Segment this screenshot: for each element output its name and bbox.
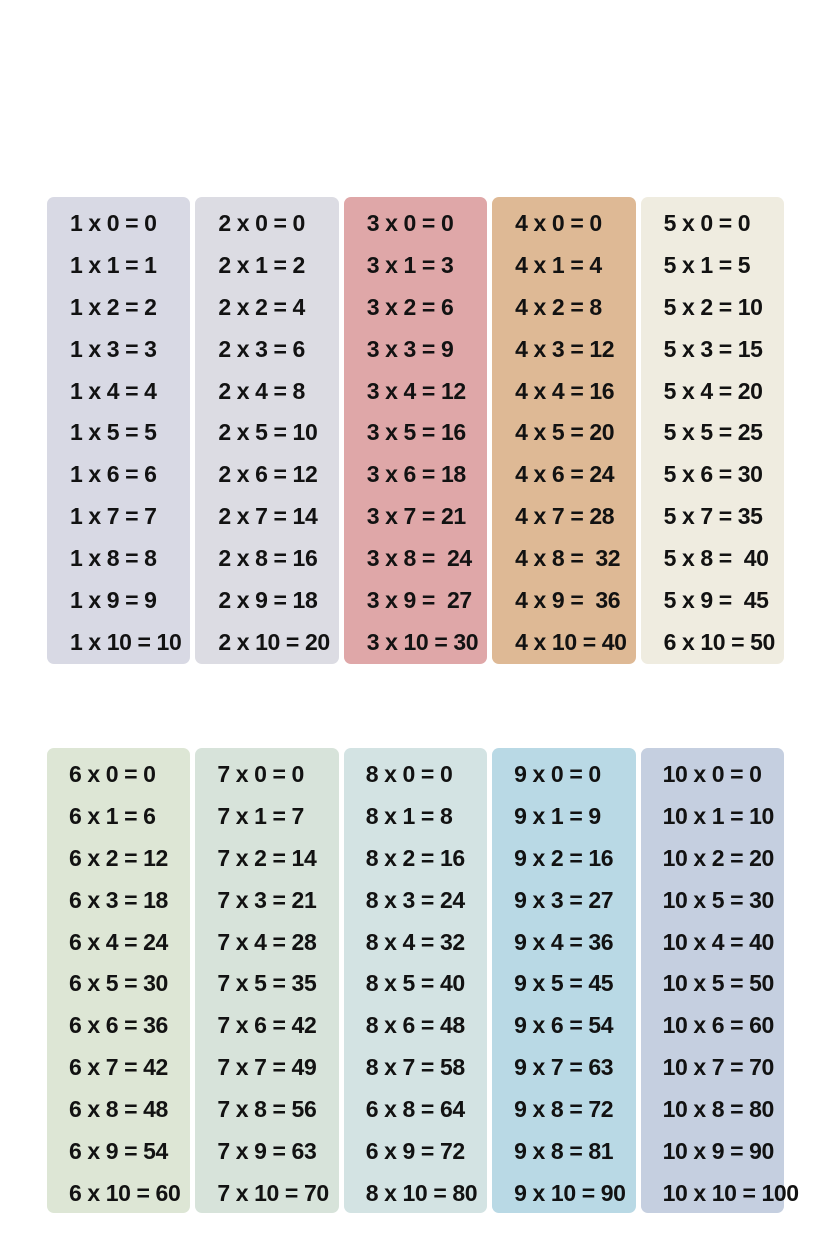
equation-line: 4 x 1 = 4	[515, 251, 602, 278]
equation-line: 8 x 5 = 40	[365, 970, 465, 997]
equation-line: 6 x 8 = 48	[69, 1096, 168, 1123]
equation-line: 2 x 5 = 10	[218, 419, 318, 446]
equation-line: 5 x 2 = 10	[663, 293, 763, 320]
equation-line: 1 x 9 = 9	[70, 587, 157, 614]
equation-line: 6 x 0 = 0	[69, 761, 156, 787]
equation-line: 3 x 7 = 21	[366, 503, 466, 530]
equation-line: 6 x 6 = 36	[69, 1012, 168, 1039]
equation-line: 6 x 8 = 64	[365, 1096, 465, 1123]
table-card-2	[195, 197, 338, 664]
equation-line: 2 x 4 = 8	[218, 377, 305, 404]
equation-line: 7 x 4 = 28	[217, 928, 317, 955]
equation-line: 9 x 6 = 54	[514, 1012, 614, 1039]
equation-line: 6 x 9 = 72	[365, 1138, 465, 1165]
equation-line: 1 x 3 = 3	[70, 335, 157, 362]
equation-line: 8 x 3 = 24	[365, 886, 465, 913]
equation-line: 2 x 8 = 16	[218, 545, 318, 572]
table-card-1	[47, 197, 190, 664]
equation-line: 4 x 4 = 16	[515, 377, 615, 404]
equation-line: 3 x 6 = 18	[366, 461, 466, 488]
equation-line: 3 x 2 = 6	[366, 293, 454, 320]
equation-line: 6 x 9 = 54	[69, 1138, 168, 1165]
equation-line: 4 x 9 = 36	[515, 587, 621, 614]
equation-line: 6 x 3 = 18	[69, 886, 168, 913]
equation-line: 9 x 2 = 16	[514, 844, 614, 871]
equation-line: 10 x 10 = 100	[662, 1179, 799, 1206]
equation-line: 5 x 4 = 20	[663, 377, 763, 404]
equation-line: 9 x 8 = 72	[514, 1096, 614, 1123]
equation-line: 2 x 3 = 6	[218, 335, 305, 362]
equation-line: 4 x 5 = 20	[515, 419, 615, 446]
equation-line: 6 x 10 = 50	[663, 628, 775, 655]
equation-line: 10 x 6 = 60	[662, 1012, 774, 1039]
equation-line: 6 x 2 = 12	[69, 844, 168, 871]
tables-row-top	[47, 197, 784, 664]
equation-line: 5 x 1 = 5	[663, 251, 751, 278]
equation-line: 9 x 7 = 63	[514, 1054, 614, 1081]
equation-line: 6 x 10 = 60	[69, 1179, 181, 1206]
equation-line: 9 x 1 = 9	[514, 802, 601, 829]
equation-line: 7 x 0 = 0	[217, 761, 304, 787]
equation-line: 5 x 9 = 45	[663, 587, 769, 614]
equation-line: 3 x 3 = 9	[366, 335, 454, 362]
equation-line: 1 x 10 = 10	[70, 628, 182, 655]
equation-line: 9 x 10 = 90	[514, 1179, 626, 1206]
equation-line: 10 x 7 = 70	[662, 1054, 774, 1081]
equation-line: 4 x 7 = 28	[515, 503, 615, 530]
equation-line: 4 x 2 = 8	[515, 293, 602, 320]
table-card-7	[195, 748, 338, 1213]
equation-line: 1 x 4 = 4	[70, 377, 157, 404]
equation-line: 8 x 4 = 32	[365, 928, 465, 955]
equation-line: 7 x 8 = 56	[217, 1096, 317, 1123]
equation-line: 5 x 3 = 15	[663, 335, 763, 362]
equation-line: 8 x 0 = 0	[365, 761, 453, 787]
equation-line: 3 x 10 = 30	[366, 628, 479, 655]
equation-line: 2 x 7 = 14	[218, 503, 318, 530]
equation-line: 9 x 0 = 0	[514, 761, 601, 787]
equation-line: 3 x 5 = 16	[366, 419, 466, 446]
equation-line: 9 x 4 = 36	[514, 928, 614, 955]
equation-line: 3 x 4 = 12	[366, 377, 466, 404]
equation-line: 4 x 0 = 0	[515, 210, 602, 236]
equation-line: 4 x 8 = 32	[515, 545, 621, 572]
equation-line: 10 x 1 = 10	[662, 802, 774, 829]
equation-line: 7 x 10 = 70	[217, 1179, 329, 1206]
equation-line: 9 x 5 = 45	[514, 970, 614, 997]
equation-line: 10 x 2 = 20	[662, 844, 774, 871]
equation-line: 2 x 0 = 0	[218, 210, 305, 236]
equation-line: 6 x 1 = 6	[69, 802, 156, 829]
table-card-3	[344, 197, 487, 664]
equation-line: 8 x 1 = 8	[365, 802, 453, 829]
equation-line: 7 x 3 = 21	[217, 886, 317, 913]
equation-line: 5 x 6 = 30	[663, 461, 763, 488]
equation-line: 1 x 0 = 0	[70, 210, 157, 236]
equation-line: 3 x 9 = 27	[366, 587, 472, 614]
equation-line: 6 x 5 = 30	[69, 970, 168, 997]
equation-line: 2 x 1 = 2	[218, 251, 305, 278]
equation-line: 10 x 5 = 30	[662, 886, 774, 913]
equation-line: 7 x 6 = 42	[217, 1012, 317, 1039]
equation-line: 9 x 8 = 81	[514, 1138, 614, 1165]
equation-line: 3 x 1 = 3	[366, 251, 454, 278]
equation-line: 10 x 5 = 50	[662, 970, 774, 997]
equation-line: 4 x 3 = 12	[515, 335, 615, 362]
equation-line: 8 x 6 = 48	[365, 1012, 465, 1039]
equation-line: 7 x 7 = 49	[217, 1054, 317, 1081]
equation-line: 2 x 2 = 4	[218, 293, 305, 320]
tables-row-bottom	[47, 748, 799, 1213]
equation-line: 1 x 8 = 8	[70, 545, 157, 572]
equation-line: 8 x 7 = 58	[365, 1054, 465, 1081]
equation-line: 4 x 6 = 24	[515, 461, 615, 488]
equation-line: 7 x 5 = 35	[217, 970, 317, 997]
equation-line: 1 x 2 = 2	[70, 293, 157, 320]
equation-line: 6 x 7 = 42	[69, 1054, 168, 1081]
equation-line: 10 x 4 = 40	[662, 928, 774, 955]
equation-line: 1 x 6 = 6	[70, 461, 157, 488]
equation-line: 10 x 0 = 0	[662, 761, 762, 787]
equation-line: 8 x 10 = 80	[365, 1179, 478, 1206]
equation-line: 10 x 8 = 80	[662, 1096, 774, 1123]
equation-line: 7 x 1 = 7	[217, 802, 304, 829]
equation-line: 3 x 8 = 24	[366, 545, 472, 572]
equation-line: 4 x 10 = 40	[515, 628, 627, 655]
table-card-8	[344, 748, 487, 1213]
equation-line: 9 x 3 = 27	[514, 886, 614, 913]
table-card-10	[641, 748, 799, 1213]
equation-line: 5 x 0 = 0	[663, 210, 751, 236]
equation-line: 7 x 9 = 63	[217, 1138, 317, 1165]
equation-line: 5 x 7 = 35	[663, 503, 763, 530]
equation-line: 7 x 2 = 14	[217, 844, 317, 871]
table-card-4	[492, 197, 635, 664]
table-card-9	[492, 748, 635, 1213]
table-card-5	[641, 197, 784, 664]
equation-line: 1 x 5 = 5	[70, 419, 157, 446]
table-card-6	[47, 748, 190, 1213]
equation-line: 3 x 0 = 0	[366, 210, 454, 236]
equation-line: 1 x 1 = 1	[70, 251, 157, 278]
equation-line: 5 x 5 = 25	[663, 419, 763, 446]
equation-line: 6 x 4 = 24	[69, 928, 168, 955]
equation-line: 8 x 2 = 16	[365, 844, 465, 871]
equation-line: 10 x 9 = 90	[662, 1138, 774, 1165]
equation-line: 2 x 9 = 18	[218, 587, 318, 614]
equation-line: 5 x 8 = 40	[663, 545, 769, 572]
equation-line: 2 x 6 = 12	[218, 461, 318, 488]
equation-line: 2 x 10 = 20	[218, 628, 330, 655]
equation-line: 1 x 7 = 7	[70, 503, 157, 530]
